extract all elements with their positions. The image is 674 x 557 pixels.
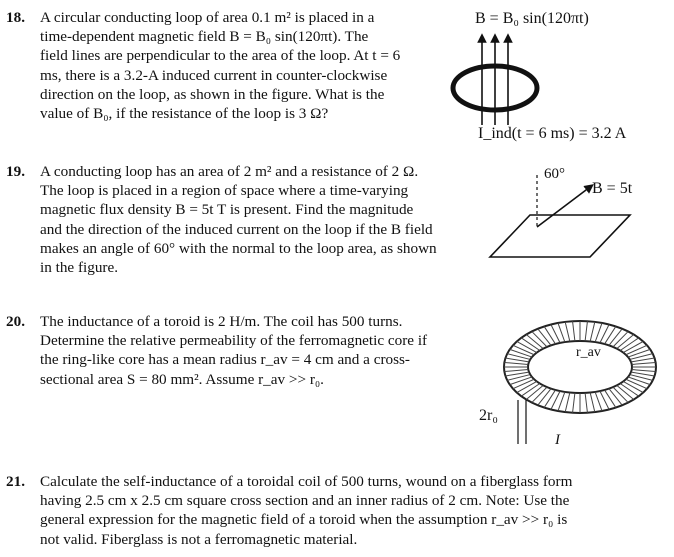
winding-turn [626,379,647,388]
winding-turn [573,393,575,413]
winding-turn [551,325,560,343]
problem-line: direction on the loop, as shown in the figure. What is the [40,85,385,103]
winding-turn [595,323,602,342]
winding-turn [585,321,587,341]
winding-turn [626,345,647,354]
induced-current-label: I_ind(t = 6 ms) = 3.2 A [478,125,627,142]
winding-turn [609,389,622,406]
winding-turn [504,362,528,364]
winding-turn [632,370,656,372]
problem-number: 20. [6,313,25,330]
problem-number: 18. [6,9,25,26]
problem-line: in the figure. [40,259,119,277]
winding-turn [623,381,643,392]
winding-turn [605,390,616,408]
winding-turn [595,392,602,411]
problem-line: The loop is placed in a region of space where a time-varying [40,182,409,200]
winding-turn [623,341,643,352]
winding-turn [628,349,650,357]
problem-number: 21. [6,473,25,490]
problem-line: magnetic flux density B = 5t T is present. Find the magnitude [40,201,414,219]
current-label: I [555,432,560,448]
problem-line: time-dependent magnetic field B = B₀ sin(120πt). The [40,28,369,46]
problem-line: field lines are perpendicular to the area of the loop. At t = 6 [40,47,401,65]
winding-turn [605,326,616,344]
winding-turn [510,377,532,385]
problem-line: not valid. Fiberglass is not a ferromagnetic material. [40,530,358,548]
problem-line: A circular conducting loop of area 0.1 m² is placed in a [40,9,375,26]
winding-turn [590,322,595,342]
diameter-label: 2r₀ [479,407,498,424]
problem-text [40,312,462,389]
winding-turn [517,341,537,352]
winding-turn [585,393,587,413]
problem-line: The inductance of a toroid is 2 H/m. The coil has 500 turns. [40,313,403,330]
mean-radius-label: r_av [576,345,601,360]
winding-turn [504,370,528,372]
winding-turn [517,381,537,392]
winding-turn [544,390,555,408]
winding-turn [558,323,565,342]
winding-turn [613,331,628,346]
winding-turn [551,391,560,409]
problem-line: makes an angle of 60° with the normal to the loop area, as shown [40,239,437,257]
field-label: B = 5t [592,180,633,197]
toroid-figure [500,312,660,452]
winding-turn [590,393,595,413]
winding-turn [565,393,570,413]
winding-turn [538,329,551,346]
problem-line: value of B₀, if the resistance of the loop is 3 Ω? [40,105,329,123]
winding-turn [600,391,609,409]
winding-turn [544,326,555,344]
winding-turn [513,345,534,354]
loop-plane [490,215,630,257]
winding-turn [609,329,622,346]
toroid-windings [504,321,656,413]
winding-turn [538,389,551,406]
problem-text [40,8,424,123]
problem-line: general expression for the magnetic field of a toroid when the assumption r_av >> r₀ is [40,511,568,529]
problem-line: and the direction of the induced current on the loop if the B field [40,220,433,238]
problem-line: A conducting loop has an area of 2 m² and a resistance of 2 Ω. [40,163,419,180]
field-equation-label: B = B₀ sin(120πt) [475,10,589,27]
problem-line: sectional area S = 80 mm². Assume r_av >> r₀. [40,370,324,388]
winding-turn [613,387,628,402]
problem-line: Determine the relative permeability of the ferromagnetic core if [40,332,428,350]
problem-number: 19. [6,163,25,180]
winding-turn [532,331,547,346]
problem-text [40,162,464,277]
winding-turn [628,377,650,385]
winding-turn [558,392,565,411]
problem-line: the ring-like core has a mean radius r_av = 4 cm and a cross- [40,351,410,369]
winding-turn [632,362,656,364]
problem-line: having 2.5 cm x 2.5 cm square cross section and an inner radius of 2 cm. Note: Use the [40,492,570,510]
angled-field-figure [480,165,660,265]
winding-turn [510,349,532,357]
problem-line: Calculate the self-inductance of a toroidal coil of 500 turns, wound on a fiberglass form [40,473,573,490]
winding-turn [565,322,570,342]
angle-label: 60° [544,166,565,182]
loop-figure [440,30,550,130]
winding-turn [573,321,575,341]
field-vector [537,187,590,227]
problem-text [40,472,612,549]
winding-turn [600,325,609,343]
winding-turn [532,387,547,402]
problem-line: ms, there is a 3.2-A induced current in counter-clockwise [40,66,388,84]
winding-turn [513,379,534,388]
